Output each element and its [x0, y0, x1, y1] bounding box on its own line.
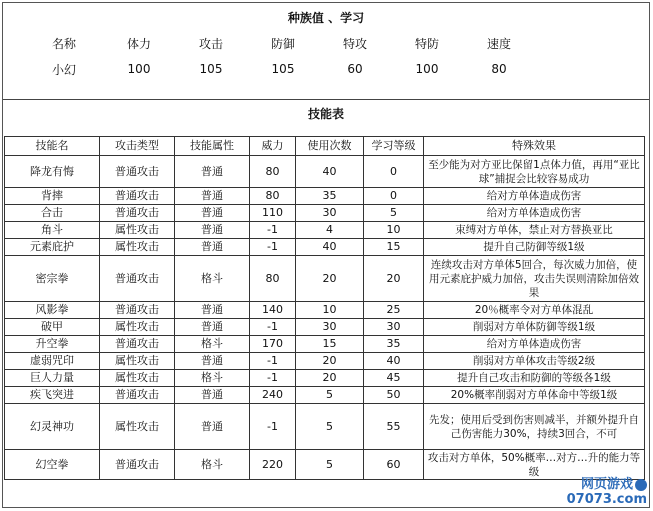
- learn-level-cell: 0: [364, 188, 424, 205]
- learn-level-cell: 45: [364, 370, 424, 387]
- skill-attribute-cell: 格斗: [175, 256, 250, 302]
- skills-header-row: [5, 137, 645, 156]
- table-row: [5, 353, 645, 370]
- learn-level-cell: 5: [364, 205, 424, 222]
- skill-attribute-cell: 格斗: [175, 450, 250, 480]
- uses-cell: 20: [296, 353, 364, 370]
- skill-name-cell: 角斗: [5, 222, 100, 239]
- attack-type-cell: 普通攻击: [100, 450, 175, 480]
- skill-name-cell: 背摔: [5, 188, 100, 205]
- stats-value-defense: 105: [271, 62, 295, 76]
- skill-name-cell: 风影拳: [5, 302, 100, 319]
- stats-header-defense: 防御: [270, 36, 295, 51]
- skill-name-cell: 幻空拳: [5, 450, 100, 480]
- attack-type-cell: 普通攻击: [100, 387, 175, 404]
- power-cell: 110: [250, 205, 296, 222]
- power-cell: 80: [250, 188, 296, 205]
- power-cell: 220: [250, 450, 296, 480]
- learn-level-cell: 35: [364, 336, 424, 353]
- logo-dot-icon: [635, 479, 647, 491]
- stats-header-name: 名称: [51, 36, 76, 51]
- skill-attribute-cell: 普通: [175, 222, 250, 239]
- uses-cell: 20: [296, 256, 364, 302]
- watermark-line1: 网页游戏: [580, 477, 633, 492]
- learn-level-cell: 0: [364, 156, 424, 188]
- header-skill-name: 技能名: [5, 137, 100, 156]
- special-effect-cell: 削弱对方单体攻击等级2级: [424, 353, 645, 370]
- special-effect-cell: 提升自己攻击和防御的等级各1级: [424, 370, 645, 387]
- learn-level-cell: 20: [364, 256, 424, 302]
- table-row: [5, 370, 645, 387]
- stats-header-attack: 攻击: [198, 36, 223, 51]
- stats-value-sp-attack: 60: [347, 62, 363, 76]
- attack-type-cell: 普通攻击: [100, 188, 175, 205]
- table-row: [5, 188, 645, 205]
- table-row: [5, 239, 645, 256]
- skill-attribute-cell: 普通: [175, 353, 250, 370]
- power-cell: -1: [250, 353, 296, 370]
- power-cell: -1: [250, 319, 296, 336]
- stats-grid: [25, 33, 545, 85]
- table-row: [5, 222, 645, 239]
- uses-cell: 40: [296, 239, 364, 256]
- table-row: [5, 319, 645, 336]
- stats-value-attack: 105: [199, 62, 223, 76]
- learn-level-cell: 25: [364, 302, 424, 319]
- special-effect-cell: 束缚对方单体，禁止对方替换亚比: [424, 222, 645, 239]
- stats-header-row: [25, 33, 545, 53]
- skill-name-cell: 疾飞突进: [5, 387, 100, 404]
- power-cell: 140: [250, 302, 296, 319]
- special-effect-cell: 给对方单体造成伤害: [424, 336, 645, 353]
- attack-type-cell: 属性攻击: [100, 319, 175, 336]
- skill-attribute-cell: 普通: [175, 387, 250, 404]
- skill-attribute-cell: 格斗: [175, 336, 250, 353]
- stats-value-row: [25, 59, 545, 79]
- attack-type-cell: 普通攻击: [100, 256, 175, 302]
- attack-type-cell: 属性攻击: [100, 239, 175, 256]
- power-cell: -1: [250, 404, 296, 450]
- stats-value-name: 小幻: [51, 62, 76, 77]
- header-skill-attribute: 技能属性: [175, 137, 250, 156]
- special-effect-cell: 给对方单体造成伤害: [424, 188, 645, 205]
- skill-attribute-cell: 普通: [175, 156, 250, 188]
- skill-name-cell: 巨人力量: [5, 370, 100, 387]
- stats-header-sp-attack: 特攻: [342, 36, 367, 51]
- power-cell: 240: [250, 387, 296, 404]
- special-effect-cell: 至少能为对方亚比保留1点体力值，再用“亚比球”捕捉会比较容易成功: [424, 156, 645, 188]
- section-divider: [3, 99, 649, 100]
- uses-cell: 30: [296, 319, 364, 336]
- learn-level-cell: 30: [364, 319, 424, 336]
- learn-level-cell: 40: [364, 353, 424, 370]
- uses-cell: 15: [296, 336, 364, 353]
- special-effect-cell: 削弱对方单体防御等级1级: [424, 319, 645, 336]
- skills-table-body: [5, 156, 645, 480]
- power-cell: -1: [250, 222, 296, 239]
- special-effect-cell: 攻击对方单体，50%概率…对方…升的能力等级: [424, 450, 645, 480]
- stats-header-sp-defense: 特防: [414, 36, 439, 51]
- learn-level-cell: 60: [364, 450, 424, 480]
- learn-level-cell: 55: [364, 404, 424, 450]
- table-row: [5, 205, 645, 222]
- table-row: [5, 156, 645, 188]
- header-learn-level: 学习等级: [364, 137, 424, 156]
- stats-value-sp-defense: 100: [415, 62, 439, 76]
- special-effect-cell: 20％概率令对方单体混乱: [424, 302, 645, 319]
- stats-section-title: 种族值 、学习: [287, 11, 365, 25]
- special-effect-cell: 20%概率削弱对方单体命中等级1级: [424, 387, 645, 404]
- power-cell: 80: [250, 156, 296, 188]
- stats-header-speed: 速度: [486, 36, 511, 51]
- special-effect-cell: 连续攻击对方单体5回合，每次威力加倍，使用元素庇护威力加倍，攻击失误则清除加倍效果: [424, 256, 645, 302]
- skill-attribute-cell: 格斗: [175, 370, 250, 387]
- stats-value-speed: 80: [491, 62, 507, 76]
- uses-cell: 5: [296, 387, 364, 404]
- learn-level-cell: 15: [364, 239, 424, 256]
- skill-attribute-cell: 普通: [175, 319, 250, 336]
- attack-type-cell: 普通攻击: [100, 205, 175, 222]
- attack-type-cell: 普通攻击: [100, 302, 175, 319]
- attack-type-cell: 属性攻击: [100, 222, 175, 239]
- skill-attribute-cell: 普通: [175, 302, 250, 319]
- uses-cell: 35: [296, 188, 364, 205]
- uses-cell: 4: [296, 222, 364, 239]
- power-cell: -1: [250, 239, 296, 256]
- watermark-logo: [567, 477, 647, 507]
- attack-type-cell: 属性攻击: [100, 404, 175, 450]
- special-effect-cell: 提升自己防御等级1级: [424, 239, 645, 256]
- skill-name-cell: 元素庇护: [5, 239, 100, 256]
- table-row: [5, 404, 645, 450]
- learn-level-cell: 50: [364, 387, 424, 404]
- header-special-effect: 特殊效果: [424, 137, 645, 156]
- table-row: [5, 256, 645, 302]
- skill-name-cell: 破甲: [5, 319, 100, 336]
- stats-header-hp: 体力: [126, 36, 151, 51]
- table-row: [5, 450, 645, 480]
- uses-cell: 10: [296, 302, 364, 319]
- special-effect-cell: 先发；使用后受到伤害则减半，并额外提升自己伤害能力30%，持续3回合，不可: [424, 404, 645, 450]
- attack-type-cell: 普通攻击: [100, 336, 175, 353]
- stats-value-hp: 100: [127, 62, 151, 76]
- table-row: [5, 302, 645, 319]
- skill-name-cell: 虚弱咒印: [5, 353, 100, 370]
- uses-cell: 5: [296, 450, 364, 480]
- skill-name-cell: 幻灵神功: [5, 404, 100, 450]
- attack-type-cell: 属性攻击: [100, 353, 175, 370]
- skills-table: [4, 136, 645, 480]
- table-row: [5, 387, 645, 404]
- table-row: [5, 336, 645, 353]
- header-uses: 使用次数: [296, 137, 364, 156]
- learn-level-cell: 10: [364, 222, 424, 239]
- power-cell: 80: [250, 256, 296, 302]
- watermark-line2: 07073.com: [566, 492, 647, 507]
- power-cell: -1: [250, 370, 296, 387]
- attack-type-cell: 普通攻击: [100, 156, 175, 188]
- special-effect-cell: 给对方单体造成伤害: [424, 205, 645, 222]
- uses-cell: 20: [296, 370, 364, 387]
- skill-name-cell: 密宗拳: [5, 256, 100, 302]
- uses-cell: 30: [296, 205, 364, 222]
- skill-name-cell: 降龙有悔: [5, 156, 100, 188]
- header-power: 威力: [250, 137, 296, 156]
- attack-type-cell: 属性攻击: [100, 370, 175, 387]
- skill-attribute-cell: 普通: [175, 404, 250, 450]
- skill-attribute-cell: 普通: [175, 188, 250, 205]
- skill-attribute-cell: 普通: [175, 205, 250, 222]
- skill-name-cell: 合击: [5, 205, 100, 222]
- header-attack-type: 攻击类型: [100, 137, 175, 156]
- uses-cell: 5: [296, 404, 364, 450]
- skill-name-cell: 升空拳: [5, 336, 100, 353]
- power-cell: 170: [250, 336, 296, 353]
- uses-cell: 40: [296, 156, 364, 188]
- skill-attribute-cell: 普通: [175, 239, 250, 256]
- skills-section-title: 技能表: [307, 107, 344, 121]
